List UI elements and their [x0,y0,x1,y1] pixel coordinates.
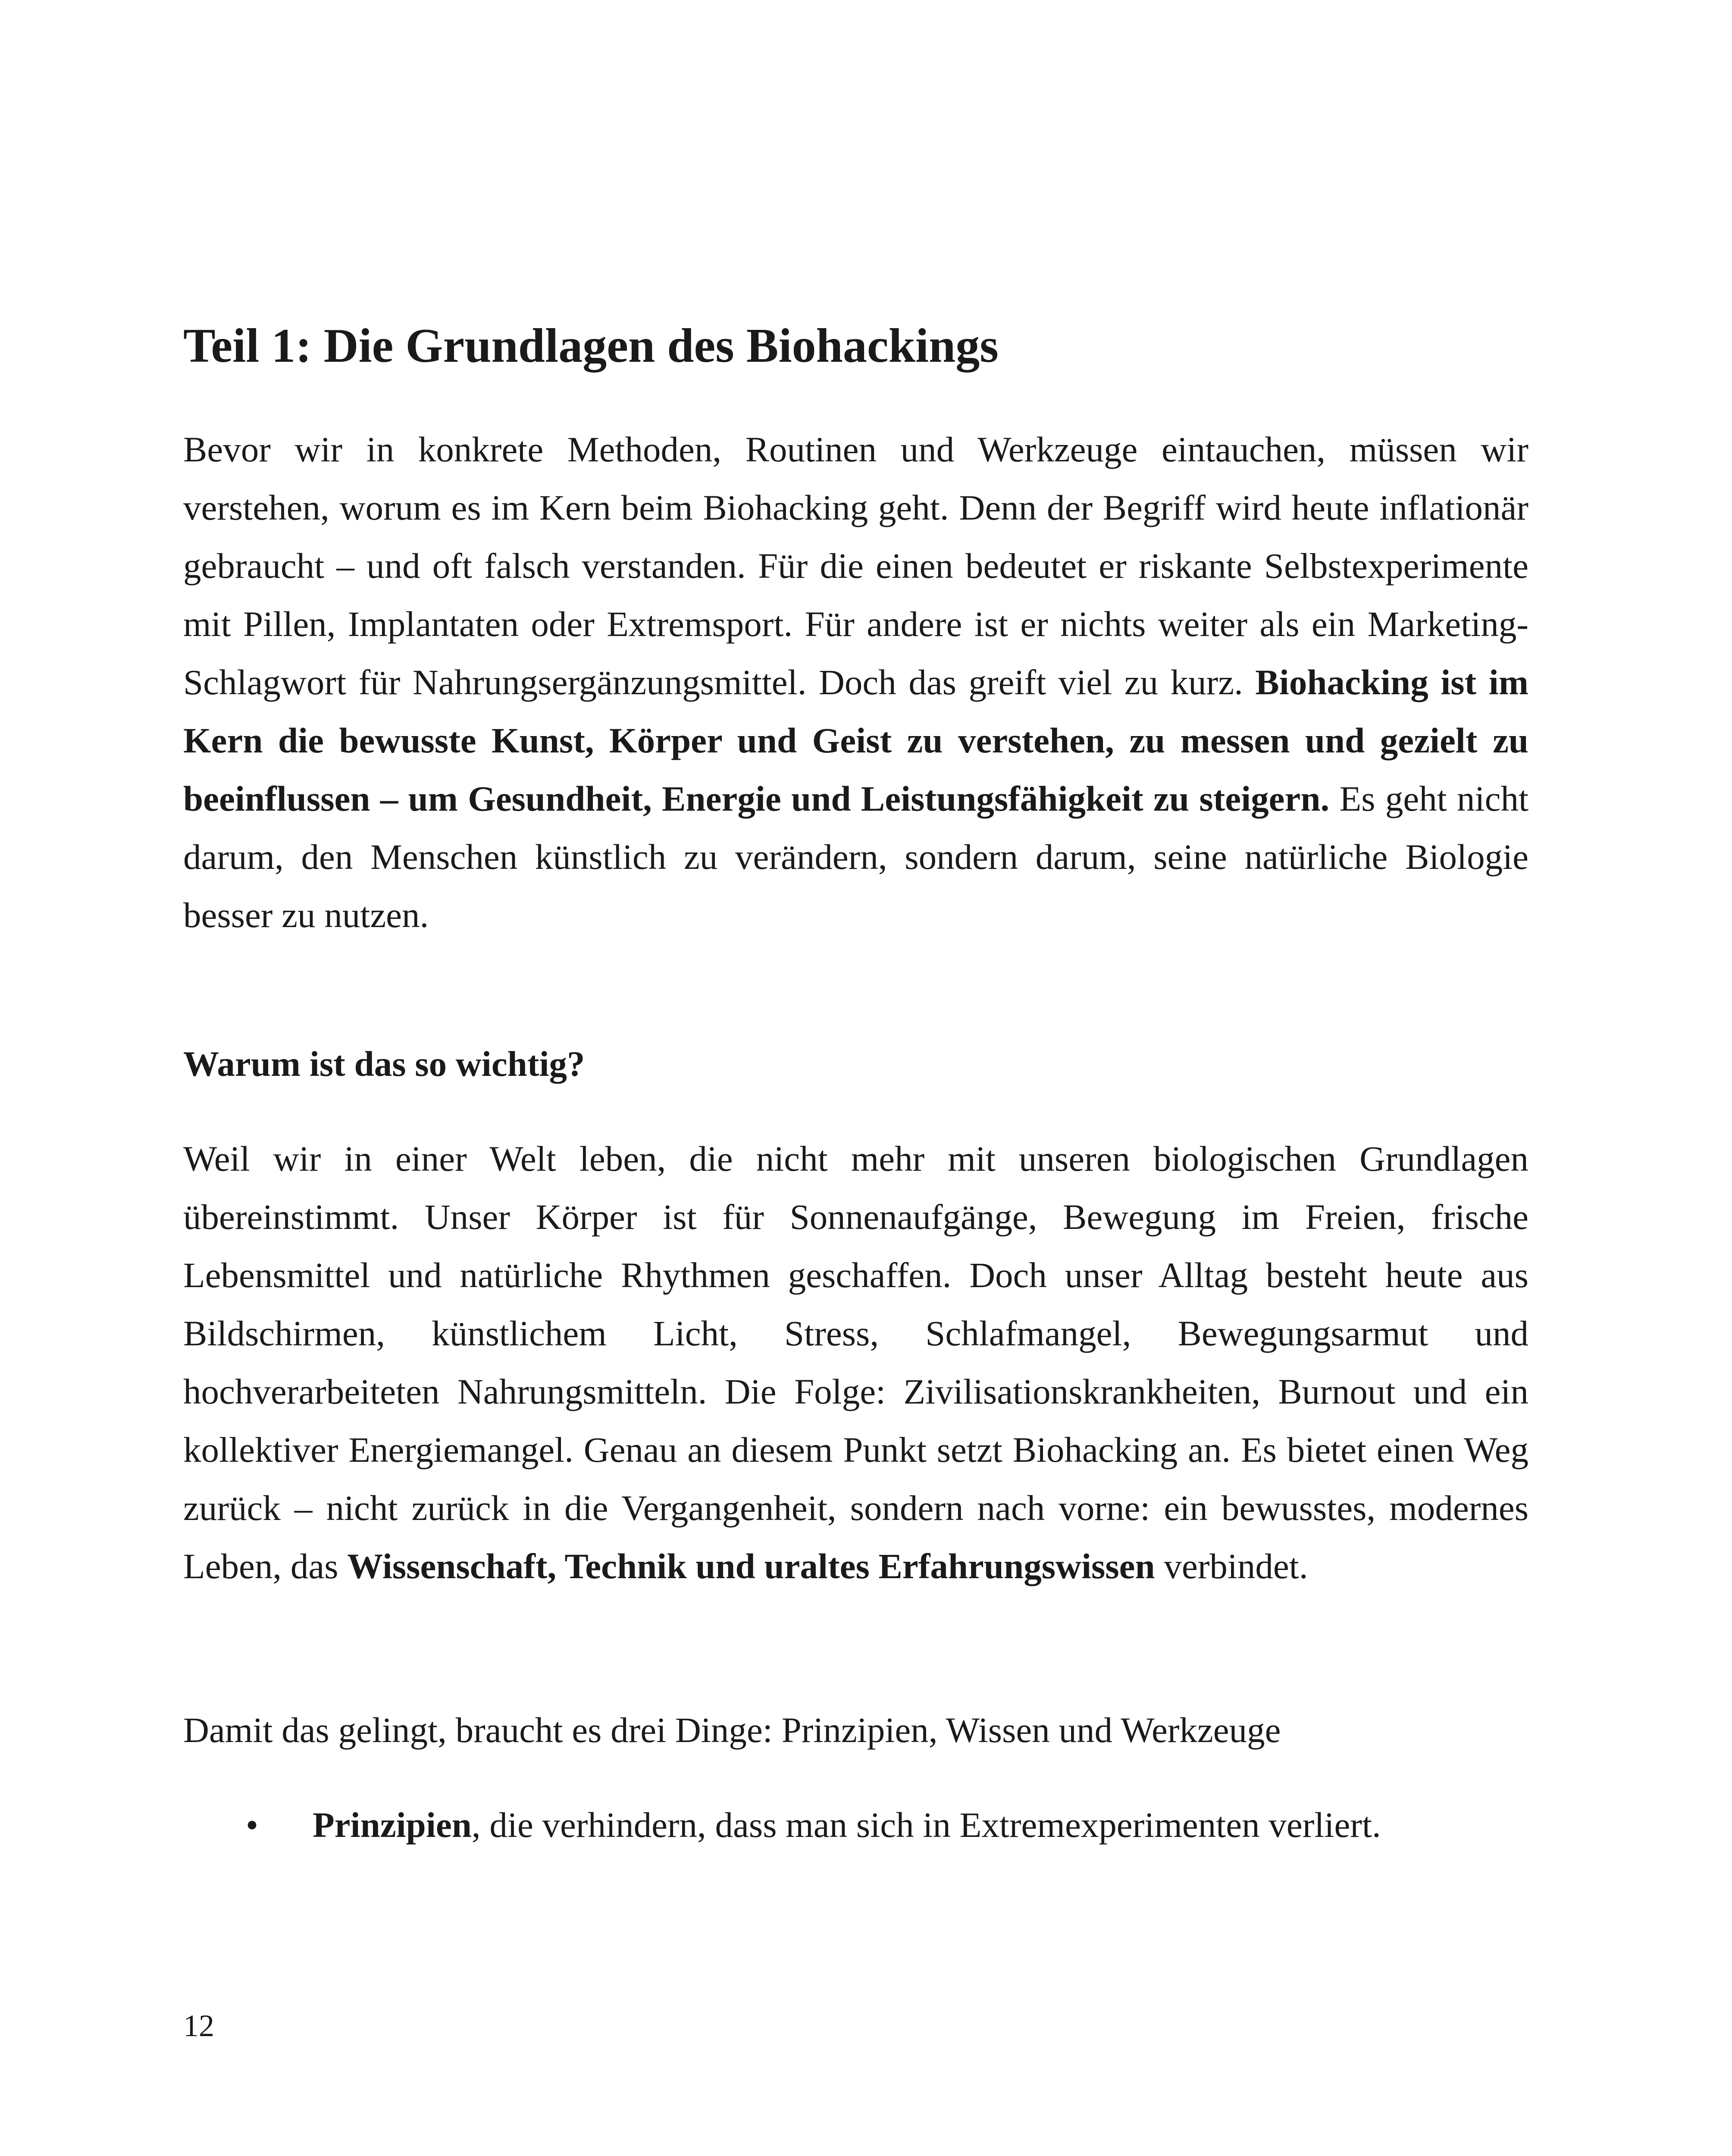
three-things-paragraph: Damit das gelingt, braucht es drei Dinge: Prinzipien, Wissen und Werkzeuge [183,1710,1281,1750]
intro-text-end: Es geht nicht darum, den Menschen künstlich zu verändern, sondern darum, seine natürliche Biologie besser zu nutzen. [183,779,1529,935]
why-paragraph [183,1130,1528,1595]
bullet-list [183,1796,1528,1854]
why-text-end: verbindet. [1155,1546,1308,1586]
page-number: 12 [183,2009,214,2043]
chapter-heading: Teil 1: Die Grundlagen des Biohackings [183,319,999,373]
intro-paragraph [183,420,1528,944]
list-item [183,1796,1528,1854]
bullet-marker: • [246,1805,259,1845]
bullet-text: , die verhindern, dass man sich in Extremexperimenten verliert. [471,1805,1381,1845]
subheading: Warum ist das so wichtig? [183,1044,585,1084]
why-text-start: Weil wir in einer Welt leben, die nicht mehr mit unseren biologischen Grundlagen übereinstimmt. Unser Körper ist für Sonnenaufgänge, Bewegung im Freien, frische Lebensmittel und natürliche Rhythmen geschaffen. Doch unser Alltag besteht heute aus Bildschirmen, künstlichem Licht, Stress, Schlafmangel, Bewegungsarmut und hochverarbeiteten Nahrungsmitteln. Die Folge: Zivilisationskrankheiten, Burnout und ein kollektiver Energiemangel. Genau an diesem Punkt setzt Biohacking an. Es bietet einen Weg zurück – nicht zurück in die Vergangenheit, sondern nach vorne: ein bewusstes, modernes Leben, das [183,1139,1528,1586]
intro-text-start: Bevor wir in konkrete Methoden, Routinen und Werkzeuge eintauchen, müssen wir verstehen, worum es im Kern beim Biohacking geht. Denn der Begriff wird heute inflationär gebraucht – und oft falsch verstanden. Für die einen bedeutet er riskante Selbstexperimente mit Pillen, Implantaten oder Extremsport. Für andere ist er nichts weiter als ein Marketing-Schlagwort für Nahrungsergänzungsmittel. Doch das greift viel zu kurz. [183,429,1528,702]
bullet-bold-term: Prinzipien [313,1805,472,1845]
intro-bold-definition: Biohacking ist im Kern die bewusste Kunst, Körper und Geist zu verstehen, zu messen und gezielt zu beeinflussen – um Gesundheit, Energie und Leistungsfähigkeit zu steigern. [183,662,1528,818]
why-bold-phrase: Wissenschaft, Technik und uraltes Erfahrungswissen [347,1546,1155,1586]
